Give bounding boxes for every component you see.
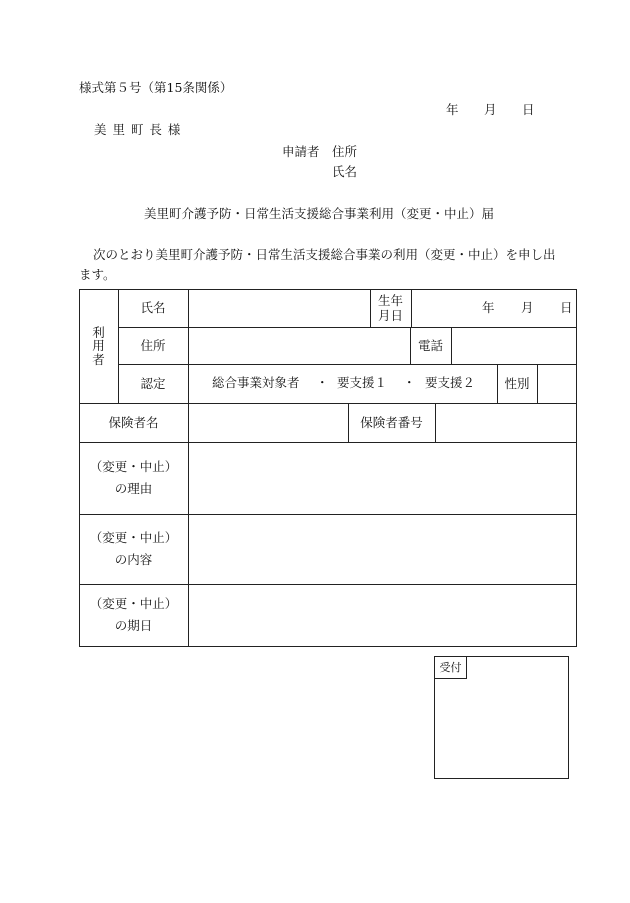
reason-label: （変更・中止） の理由 [89, 459, 178, 496]
user-address-label: 住所 [140, 337, 166, 353]
insurer-name-field[interactable] [189, 404, 348, 442]
intro-line-2: ます。 [79, 267, 116, 282]
gender-label: 性別 [504, 375, 530, 391]
form-number: 様式第５号（第15条関係） [79, 80, 233, 95]
effective-date-label: （変更・中止） の期日 [89, 596, 178, 633]
insurer-number-label: 保険者番号 [360, 414, 423, 430]
insurer-name-label: 保険者名 [108, 414, 159, 430]
receipt-label-box [434, 656, 467, 679]
content-label: （変更・中止） の内容 [89, 530, 178, 567]
cert-separator: ・ [316, 375, 329, 390]
addressee: 美 里 町 長 様 [94, 122, 182, 137]
receipt-label: 受付 [439, 661, 462, 674]
birth-month-label: 月 [521, 300, 534, 315]
cert-option-target[interactable]: 総合事業対象者 [212, 375, 300, 390]
date-year-label: 年 [446, 102, 459, 117]
phone-label: 電話 [417, 337, 443, 353]
user-group-label: 利 用 者 [92, 325, 105, 367]
date-month-label: 月 [484, 102, 497, 117]
insurer-number-field[interactable] [436, 404, 576, 442]
effective-date-field[interactable] [189, 585, 576, 646]
reason-field[interactable] [189, 443, 576, 514]
birth-year-label: 年 [482, 300, 495, 315]
birth-date-label: 生年 月日 [377, 293, 403, 323]
user-name-label: 氏名 [140, 300, 166, 316]
birth-day-label: 日 [560, 300, 573, 315]
phone-field[interactable] [452, 328, 576, 364]
gender-field[interactable] [538, 365, 576, 403]
applicant-label: 申請者 [282, 144, 320, 159]
content-field[interactable] [189, 515, 576, 584]
cert-separator: ・ [403, 375, 416, 390]
applicant-address-label: 住所 [332, 144, 358, 159]
cert-option-support2[interactable]: 要支援２ [425, 375, 476, 390]
user-address-field[interactable] [189, 328, 410, 364]
cert-option-support1[interactable]: 要支援１ [337, 375, 388, 390]
certification-label: 認定 [140, 375, 166, 391]
applicant-name-label: 氏名 [332, 164, 358, 179]
user-name-field[interactable] [189, 290, 370, 327]
intro-line-1: 次のとおり美里町介護予防・日常生活支援総合事業の利用（変更・中止）を申し出 [93, 247, 556, 262]
date-day-label: 日 [522, 102, 535, 117]
document-title: 美里町介護予防・日常生活支援総合事業利用（変更・中止）届 [144, 206, 495, 221]
